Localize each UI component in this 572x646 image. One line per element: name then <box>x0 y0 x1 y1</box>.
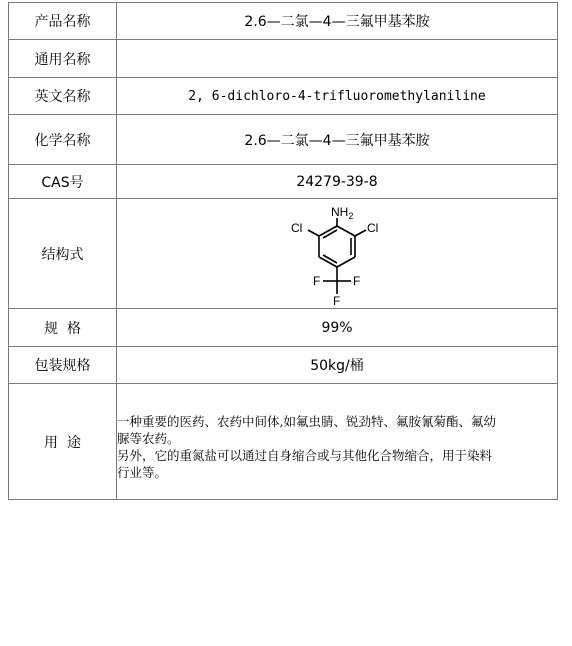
row-structure <box>9 199 558 309</box>
row-packaging <box>9 347 558 384</box>
usage-line: 行业等。 <box>117 464 168 480</box>
cas-label: CAS号 <box>9 165 117 199</box>
usage-text <box>117 384 558 500</box>
usage-label: 用 途 <box>9 384 117 500</box>
row-english-name <box>9 78 558 115</box>
packaging-value: 50kg/桶 <box>117 347 558 384</box>
common-name-value <box>117 40 558 78</box>
usage-line: 一种重要的医药、农药中间体,如氟虫腈、锐劲特、氟胺氰菊酯、氟幼 <box>117 413 496 429</box>
chloro-right-label: Cl <box>367 220 379 235</box>
english-name-label: 英文名称 <box>9 78 117 115</box>
amine-label: $NH_2$ <box>331 204 354 221</box>
spec-value: 99% <box>117 309 558 347</box>
packaging-label: 包装规格 <box>9 347 117 384</box>
product-spec-table <box>8 2 558 500</box>
english-name-value: 2, 6-dichloro-4-trifluoromethylaniline <box>117 78 558 115</box>
fluoro-bottom-label: F <box>333 293 341 306</box>
product-name-label: 产品名称 <box>9 3 117 40</box>
structure-label: 结构式 <box>9 199 117 309</box>
structure-cell <box>117 199 558 309</box>
common-name-label: 通用名称 <box>9 40 117 78</box>
row-common-name <box>9 40 558 78</box>
fluoro-left-label: F <box>313 273 321 288</box>
usage-line: 脲等农药。 <box>117 430 180 446</box>
benzene-ring <box>319 226 355 267</box>
chemical-name-label: 化学名称 <box>9 115 117 165</box>
row-usage <box>9 384 558 500</box>
row-chemical-name <box>9 115 558 165</box>
row-product-name <box>9 3 558 40</box>
fluoro-right-label: F <box>353 273 361 288</box>
chemical-name-value: 2.6—二氯—4—三氟甲基苯胺 <box>117 115 558 165</box>
row-cas <box>9 165 558 199</box>
usage-line: 另外，它的重氮盐可以通过自身缩合或与其他化合物缩合，用于染料 <box>117 447 493 463</box>
cas-value: 24279-39-8 <box>117 165 558 199</box>
chloro-left-label: Cl <box>291 220 303 235</box>
spec-label: 规 格 <box>9 309 117 347</box>
product-name-value: 2.6—二氯—4—三氟甲基苯胺 <box>117 3 558 40</box>
row-spec <box>9 309 558 347</box>
structural-formula <box>277 202 397 306</box>
